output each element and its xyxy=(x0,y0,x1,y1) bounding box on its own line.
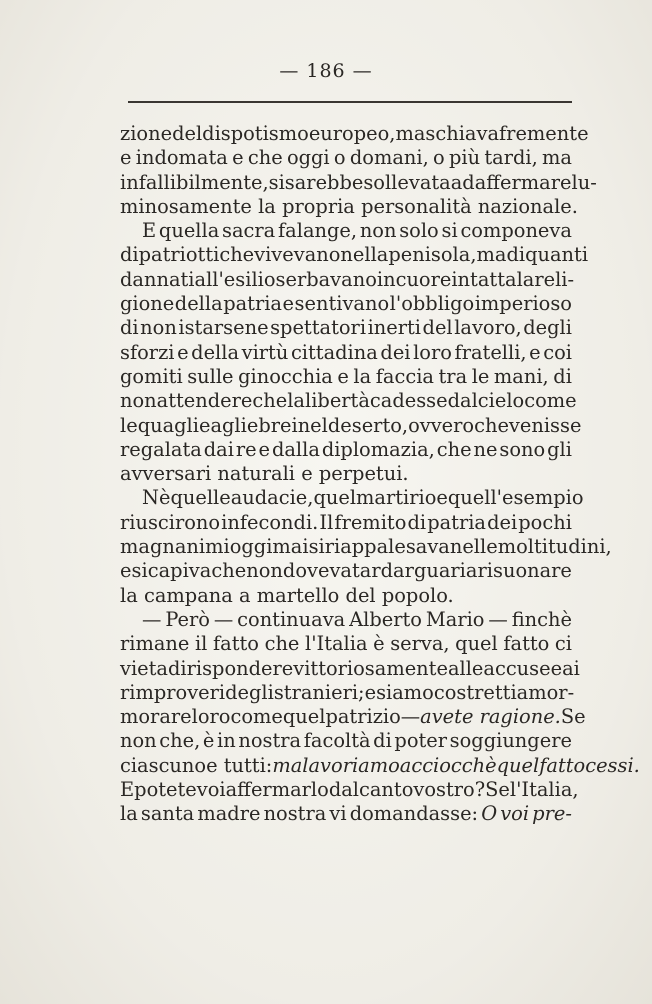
word: E xyxy=(120,778,135,802)
word: tardar xyxy=(352,559,414,583)
page-number: — 186 — xyxy=(279,60,373,82)
word: — xyxy=(488,607,508,631)
word: si xyxy=(268,170,285,194)
word: del xyxy=(172,122,203,145)
word: lavoriamo xyxy=(302,753,400,777)
word: e xyxy=(550,656,563,680)
word: quel xyxy=(496,753,540,777)
word: magnanimi xyxy=(120,535,230,559)
word: che xyxy=(211,559,247,583)
word: patrizio xyxy=(325,705,401,729)
word: fratelli, xyxy=(454,340,527,364)
text-line xyxy=(120,194,578,219)
word: soggiungere xyxy=(449,729,572,753)
word: martello xyxy=(256,583,340,607)
word: ginocchia xyxy=(238,364,333,388)
text-line xyxy=(120,146,572,170)
text-line xyxy=(120,656,580,681)
word: campana xyxy=(143,583,233,607)
word: Però xyxy=(165,607,210,631)
word: fatto xyxy=(539,753,586,777)
word: falange, xyxy=(278,219,358,243)
word: finchè xyxy=(511,607,572,631)
word: alle xyxy=(447,656,484,680)
word: e xyxy=(120,559,132,583)
word: intatta xyxy=(451,267,517,291)
word: cielo xyxy=(477,389,525,413)
word: capiva xyxy=(147,559,212,583)
word: quelle xyxy=(170,486,231,510)
word: naturali xyxy=(217,462,295,486)
word: dal xyxy=(447,389,478,413)
word: ad xyxy=(450,170,475,194)
word: sforzi xyxy=(120,340,175,364)
word: patria xyxy=(427,510,486,534)
word: gione xyxy=(120,292,175,316)
word: serbavano xyxy=(275,267,377,291)
word: avversari xyxy=(120,462,212,486)
word: si xyxy=(441,219,458,243)
word: quel xyxy=(282,705,326,729)
word: gomiti xyxy=(120,364,183,388)
word: Alberto xyxy=(349,607,422,631)
text-line xyxy=(120,584,572,608)
word: penisola, xyxy=(388,243,477,267)
word: ovvero xyxy=(408,413,475,437)
word: virtù xyxy=(241,340,289,364)
word: dal xyxy=(328,778,359,802)
word: — xyxy=(142,607,162,631)
header-rule xyxy=(128,101,572,103)
word: di xyxy=(120,316,139,340)
word: si xyxy=(308,535,325,559)
word: cuore xyxy=(395,267,452,291)
text-line xyxy=(120,802,572,826)
text-line xyxy=(120,219,572,243)
word: tra xyxy=(438,364,468,388)
word: madre xyxy=(197,802,261,826)
word: quell'esempio xyxy=(447,486,584,510)
word: ciascuno xyxy=(120,753,207,777)
word: le xyxy=(120,413,138,437)
word: serva, xyxy=(390,632,450,656)
word: nostra xyxy=(238,729,302,753)
word: O xyxy=(481,802,498,826)
word: la xyxy=(516,267,535,291)
word: a xyxy=(516,680,529,704)
word: dei xyxy=(487,510,518,534)
text-line xyxy=(120,535,612,559)
word: indomata xyxy=(135,146,228,170)
word: degli xyxy=(523,316,572,340)
word: ma xyxy=(476,243,507,267)
word: la xyxy=(120,802,138,826)
word: potete xyxy=(134,778,197,802)
word: rispondere xyxy=(186,656,294,680)
word: risuonare xyxy=(477,559,572,583)
text-line xyxy=(120,608,572,632)
word: costretti xyxy=(433,680,517,704)
text-line xyxy=(120,316,572,340)
word: l'obbligo xyxy=(389,292,475,316)
word: vi xyxy=(329,802,347,826)
word: nelle xyxy=(449,535,498,559)
word: pochi xyxy=(518,510,572,534)
word: e xyxy=(301,462,313,486)
word: guari xyxy=(413,559,466,583)
word: lavoro, xyxy=(454,316,522,340)
word: domani, xyxy=(349,146,429,170)
word: patria xyxy=(223,292,282,316)
word: quaglie xyxy=(137,413,211,437)
word: infecondi. xyxy=(221,510,319,534)
word: agli xyxy=(210,413,247,437)
word: spettatori xyxy=(270,316,367,340)
word: fatto xyxy=(212,632,259,656)
word: non xyxy=(120,729,157,753)
word: quel xyxy=(455,632,498,656)
word: di xyxy=(553,364,572,388)
word: canto xyxy=(359,778,414,802)
word: affermare xyxy=(474,170,572,194)
text-line xyxy=(120,413,582,438)
word: l'Italia, xyxy=(509,778,579,802)
word: audacie, xyxy=(230,486,314,510)
word: facoltà xyxy=(303,729,371,753)
word: cittadina xyxy=(290,340,378,364)
word: dispotismo xyxy=(202,122,309,145)
word: sarebbe xyxy=(284,170,364,194)
word: solo xyxy=(399,219,439,243)
word: si xyxy=(131,559,148,583)
word: loro xyxy=(191,705,231,729)
word: minosamente xyxy=(120,194,252,218)
word: che xyxy=(252,389,288,413)
word: nazionale. xyxy=(477,194,578,218)
body-text xyxy=(120,122,640,827)
word: di xyxy=(167,656,187,680)
word: che xyxy=(264,632,300,656)
word: fremente xyxy=(499,122,589,145)
word: e xyxy=(258,437,271,461)
word: l'Italia xyxy=(305,632,368,656)
word: doveva xyxy=(282,559,352,583)
word: di xyxy=(373,729,392,753)
word: schiava xyxy=(425,122,499,145)
word: Mario xyxy=(425,607,485,631)
word: vivevano xyxy=(254,243,341,267)
word: fremito xyxy=(334,510,407,534)
word: più xyxy=(448,146,481,170)
word: quanti xyxy=(525,243,589,267)
word: della xyxy=(174,292,223,316)
word: a xyxy=(239,583,251,607)
word: e xyxy=(282,292,294,316)
text-line xyxy=(120,729,572,753)
word: componeva xyxy=(460,219,572,243)
text-line xyxy=(120,292,572,316)
word: Se xyxy=(560,705,586,729)
word: — xyxy=(400,705,421,729)
word: venisse xyxy=(508,413,582,437)
word: e xyxy=(337,364,349,388)
word: vieta xyxy=(120,656,168,680)
word: coi xyxy=(543,340,572,364)
word: reli- xyxy=(534,267,575,291)
word: mani, xyxy=(493,364,549,388)
word: quel xyxy=(313,486,357,510)
word: e xyxy=(177,340,189,364)
word: sentivano xyxy=(294,292,390,316)
text-line xyxy=(120,486,584,510)
word: riappalesava xyxy=(324,535,450,559)
word: o xyxy=(333,146,346,170)
text-line xyxy=(120,365,572,389)
text-line xyxy=(120,705,586,729)
word: santa xyxy=(140,802,195,826)
text-line xyxy=(120,680,575,705)
word: sono xyxy=(499,437,546,461)
word: re xyxy=(235,437,257,461)
word: domandasse: xyxy=(349,802,479,826)
word: è xyxy=(202,729,215,753)
word: zione xyxy=(120,122,173,145)
word: e xyxy=(436,486,448,510)
text-line xyxy=(120,753,640,778)
word: vittoriosamente xyxy=(293,656,448,680)
word: avete ragione. xyxy=(420,705,561,729)
word: — xyxy=(213,607,234,631)
word: fatto xyxy=(503,632,550,656)
text-line xyxy=(120,267,575,292)
word: nella xyxy=(340,243,389,267)
word: affermarlo xyxy=(225,778,329,802)
word: o xyxy=(433,146,445,170)
word: martirio xyxy=(356,486,437,510)
word: perpetui. xyxy=(318,462,409,486)
text-line xyxy=(120,122,589,146)
word: deserto, xyxy=(327,413,409,437)
word: inerti xyxy=(367,316,421,340)
word: ci xyxy=(554,632,572,656)
word: e xyxy=(364,680,377,704)
word: riuscirono xyxy=(120,510,221,534)
word: dai xyxy=(203,437,234,461)
word: rimane xyxy=(120,632,190,656)
word: cessi. xyxy=(585,753,640,777)
word: e tutti: xyxy=(206,753,273,777)
text-line xyxy=(120,778,579,802)
word: morare xyxy=(120,705,192,729)
text-line xyxy=(120,341,572,365)
word: cadesse xyxy=(369,389,448,413)
word: E xyxy=(142,219,157,243)
word: all'esilio xyxy=(194,267,276,291)
word: personalità xyxy=(361,194,472,218)
word: voi xyxy=(500,802,530,826)
word: dannati xyxy=(120,267,195,291)
word: accuse xyxy=(483,656,551,680)
word: sacra xyxy=(222,219,276,243)
word: della xyxy=(191,340,240,364)
word: il xyxy=(194,632,208,656)
text-line xyxy=(120,462,572,486)
text-line xyxy=(120,632,572,656)
word: di xyxy=(506,243,526,267)
word: imperioso xyxy=(474,292,572,316)
word: popolo. xyxy=(381,583,454,607)
word: lu- xyxy=(571,170,597,194)
word: dei xyxy=(380,340,411,364)
word: acciocchè xyxy=(399,753,497,777)
word: nostra xyxy=(263,802,327,826)
word: ma xyxy=(542,146,572,170)
word: mor- xyxy=(528,680,575,704)
word: regalata xyxy=(120,437,202,461)
word: ma xyxy=(395,122,426,145)
word: pre- xyxy=(532,802,572,826)
word: propria xyxy=(282,194,355,218)
word: e xyxy=(120,146,132,170)
word: la xyxy=(258,194,276,218)
word: in xyxy=(217,729,236,753)
word: che, xyxy=(159,729,201,753)
text-line xyxy=(120,511,572,535)
word: le xyxy=(471,364,490,388)
text-line xyxy=(120,389,577,413)
word: moltitudini, xyxy=(497,535,612,559)
word: oggi xyxy=(286,146,330,170)
word: infallibilmente, xyxy=(120,170,269,194)
word: Il xyxy=(319,510,334,534)
word: sollevata xyxy=(363,170,451,194)
word: istarsene xyxy=(178,316,269,340)
word: sulle xyxy=(187,364,234,388)
word: stranieri; xyxy=(273,680,365,704)
word: non xyxy=(140,316,177,340)
word: è xyxy=(373,632,385,656)
word: come xyxy=(524,389,577,413)
word: non xyxy=(246,559,283,583)
word: del xyxy=(345,583,376,607)
word: faccia xyxy=(375,364,434,388)
word: di xyxy=(407,510,427,534)
word: la xyxy=(287,389,305,413)
word: ne xyxy=(473,437,498,461)
word: Se xyxy=(485,778,510,802)
word: di xyxy=(120,243,139,267)
word: siamo xyxy=(376,680,434,704)
word: in xyxy=(376,267,396,291)
word: gli xyxy=(547,437,572,461)
word: non xyxy=(120,389,157,413)
word: europeo, xyxy=(308,122,396,145)
word: diplomazia, xyxy=(321,437,435,461)
word: come xyxy=(230,705,283,729)
word: vostro? xyxy=(413,778,486,802)
text-line xyxy=(120,438,572,462)
word: quella xyxy=(158,219,220,243)
word: oggimai xyxy=(229,535,309,559)
word: ma xyxy=(272,753,303,777)
word: che xyxy=(474,413,509,437)
text-line xyxy=(120,559,572,583)
word: voi xyxy=(196,778,226,802)
word: nel xyxy=(297,413,328,437)
word: tardi, xyxy=(484,146,538,170)
word: che xyxy=(219,243,255,267)
word: Nè xyxy=(142,486,171,510)
word: libertà xyxy=(305,389,370,413)
word: a xyxy=(465,559,478,583)
word: dalla xyxy=(271,437,320,461)
word: ebrei xyxy=(246,413,298,437)
text-line xyxy=(120,243,589,267)
word: ai xyxy=(562,656,580,680)
word: continuava xyxy=(237,607,346,631)
word: degli xyxy=(225,680,274,704)
word: del xyxy=(422,316,453,340)
text-line xyxy=(120,170,597,195)
word: la xyxy=(353,364,372,388)
word: attendere xyxy=(156,389,253,413)
word: rimproveri xyxy=(120,680,226,704)
word: che xyxy=(247,146,283,170)
word: che xyxy=(436,437,472,461)
word: la xyxy=(120,583,138,607)
word: e xyxy=(529,340,541,364)
word: loro xyxy=(413,340,452,364)
word: non xyxy=(359,219,397,243)
word: e xyxy=(232,146,244,170)
word: poter xyxy=(394,729,448,753)
word: patriotti xyxy=(138,243,220,267)
